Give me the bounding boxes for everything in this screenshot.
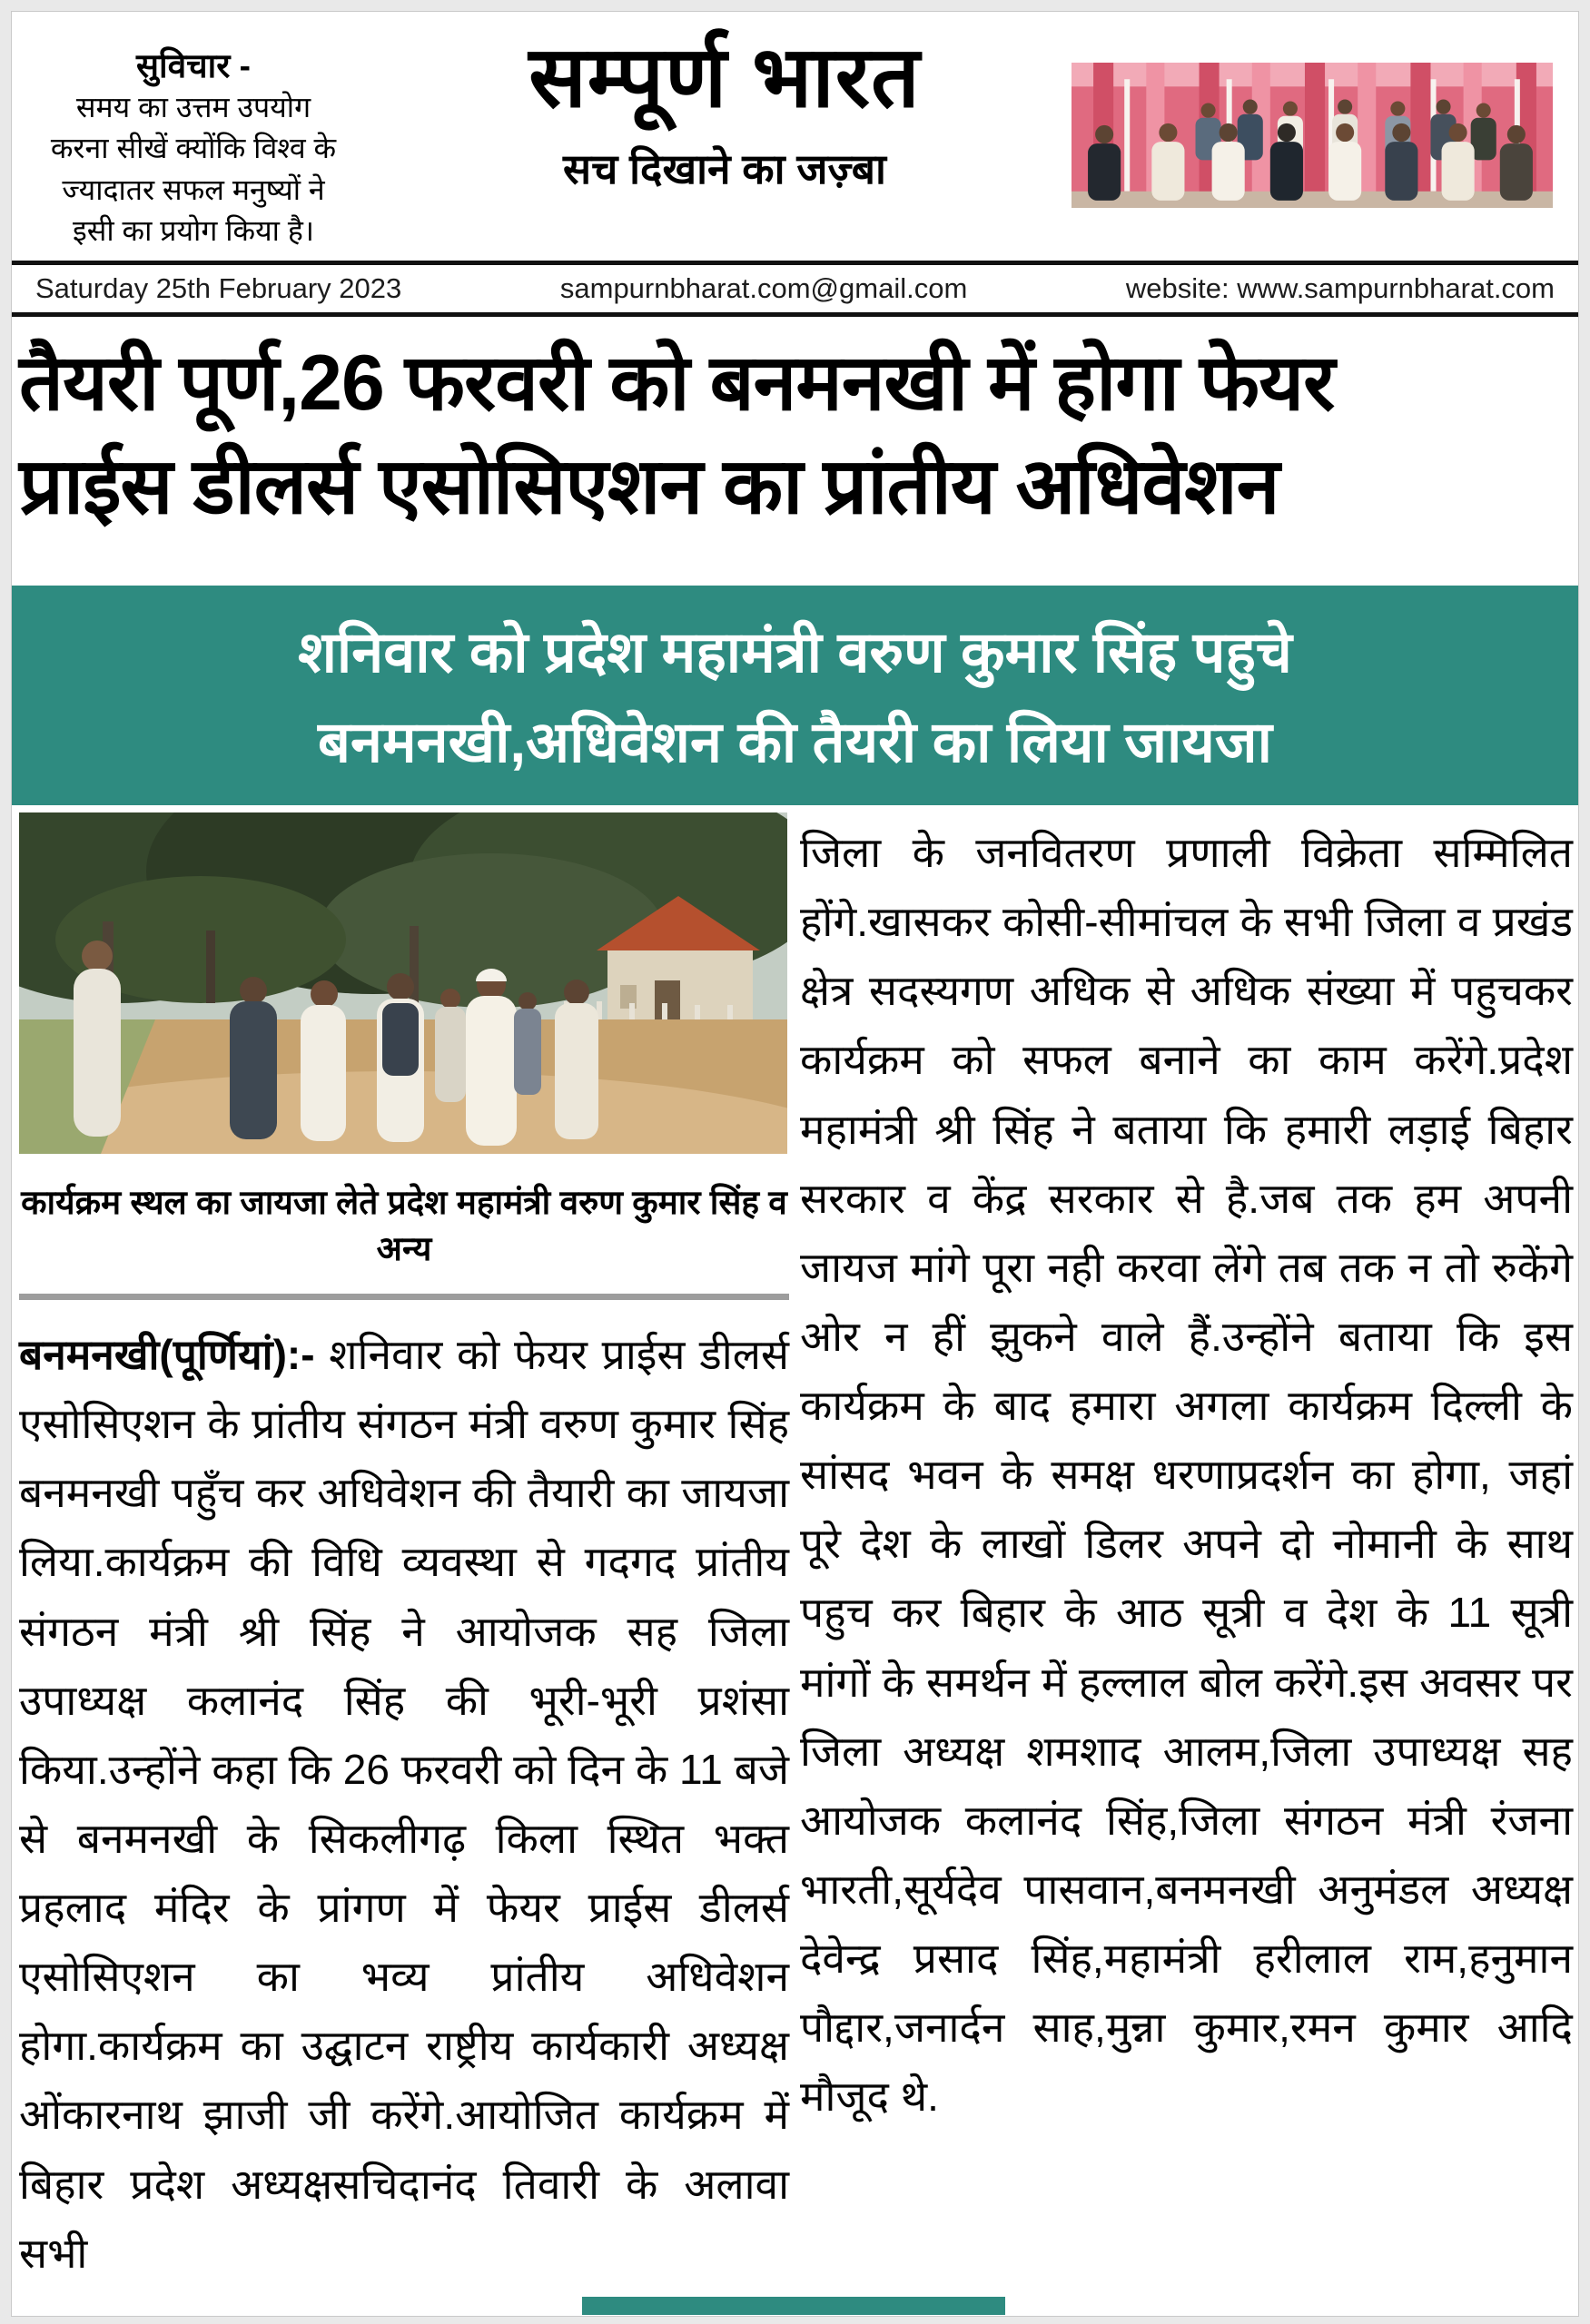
article-column-left <box>19 1320 789 2288</box>
quote-line: इसी का प्रयोग किया है। <box>73 214 314 248</box>
caption-divider <box>19 1294 789 1300</box>
photo-caption: कार्यक्रम स्थल का जायजा लेते प्रदेश महामंत्री वरुण कुमार सिंह व अन्य <box>21 1184 787 1267</box>
quote-line: ज्यादातर सफल मनुष्यों ने <box>62 172 325 206</box>
website-url: website: www.sampurnbharat.com <box>1125 272 1555 304</box>
masthead <box>366 30 1083 196</box>
column-right <box>800 812 1573 2131</box>
story-photo <box>19 812 787 1154</box>
footer-accent-bar <box>582 2297 1005 2315</box>
page-frame <box>11 11 1579 2317</box>
quote-line: करना सीखें क्योंकि विश्व के <box>50 132 337 165</box>
article-text-left: शनिवार को फेयर प्राईस डीलर्स एसोसिएशन के प्रांतीय संगठन मंत्री वरुण कुमार सिंह बनमनखी पहुँच कर अधिवेशन की तैयारी का जायजा लिया.कार्यक्रम की विधि व्यवस्था से गदगद प्रांतीय संगठन मंत्री श्री सिंह ने आयोजक सह जिला उपाध्यक्ष कलानंद सिंह की भूरी-भूरी प्रशंसा किया.उन्होंने कहा कि 26 फरवरी को दिन के 11 बजे से बनमनखी के सिकलीगढ़ किला स्थित भक्त प्रहलाद मंदिर के प्रांगण में फेयर प्राईस डीलर्स एसोसिएशन का भव्य प्रांतीय अधिवेशन होगा.कार्यक्रम का उद्घाटन राष्ट्रीय कार्यकारी अध्यक्ष ओंकारनाथ झाजी जी करेंगे.आयोजित कार्यक्रम में बिहार प्रदेश अध्यक्षसचिदानंद तिवारी के अलावा सभी <box>19 1331 789 2277</box>
article-text-right: जिला के जनवितरण प्रणाली विक्रेता सम्मिलित होंगे.खासकर कोसी-सीमांचल के सभी जिला व प्रखंड क्षेत्र सदस्यगण अधिक से अधिक संख्या में पहुचकर कार्यक्रम को सफल बनाने का काम करेंगे.प्रदेश महामंत्री श्री सिंह ने बताया कि हमारी लड़ाई बिहार सरकार व केंद्र सरकार से है.जब तक हम अपनी जायज मांगे पूरा नही करवा लेंगे तब तक न तो रुकेंगे ओर न हीं झुकने वाले हैं.उन्होंने बताया कि इस कार्यक्रम के बाद हमारा अगला कार्यक्रम दिल्ली के सांसद भवन के समक्ष धरणाप्रदर्शन का होगा, जहां पूरे देश के लाखों डिलर अपने दो नोमानी के साथ पहुच कर बिहार के आठ सूत्री व देश के 11 सूत्री मांगों के समर्थन में हल्लाल बोल करेंगे.इस अवसर पर जिला अध्यक्ष शमशाद आलम,जिला उपाध्यक्ष सह आयोजक कलानंद सिंह,जिला संगठन मंत्री रंजना भारती,सूर्यदेव पासवान,बनमनखी अनुमंडल अध्यक्ष देवेन्द्र प्रसाद सिंह,महामंत्री हरीलाल राम,हनुमान पौद्दार,जनार्दन साह,मुन्ना कुमार,रमन कुमार आदि मौजूद थे. <box>800 829 1573 2121</box>
quote-title: सुविचार - <box>136 47 251 84</box>
headline-line: तैयरी पूर्ण,26 फरवरी को बनमनखी में होगा फेयर <box>19 340 1335 427</box>
main-headline <box>19 331 1572 539</box>
subheadline-line: शनिवार को प्रदेश महामंत्री वरुण कुमार सिंह पहुचे <box>298 621 1292 684</box>
column-left <box>19 812 789 2288</box>
contact-email: sampurnbharat.com@gmail.com <box>559 272 968 304</box>
newspaper-tagline: सच दिखाने का जज़्बा <box>563 145 886 193</box>
header-group-photo <box>1072 63 1553 208</box>
newspaper-title: सम्पूर्ण भारत <box>528 29 921 124</box>
quote-box <box>30 25 357 248</box>
issue-date: Saturday 25th February 2023 <box>35 272 402 304</box>
subheadline-line: बनमनखी,अधिवेशन की तैयरी का लिया जायजा <box>318 711 1272 774</box>
headline-line: प्राईस डीलर्स एसोसिएशन का प्रांतीय अधिवेशन <box>19 443 1279 531</box>
quote-line: समय का उत्तम उपयोग <box>75 91 311 123</box>
article-column-right <box>800 818 1573 2131</box>
event-ground-photo-illustration <box>19 812 787 1154</box>
subheadline-banner <box>12 586 1578 805</box>
article-lead: बनमनखी(पूर्णियां):- <box>19 1331 315 1378</box>
info-bar <box>12 261 1578 317</box>
tent-photo-illustration <box>1072 63 1553 208</box>
